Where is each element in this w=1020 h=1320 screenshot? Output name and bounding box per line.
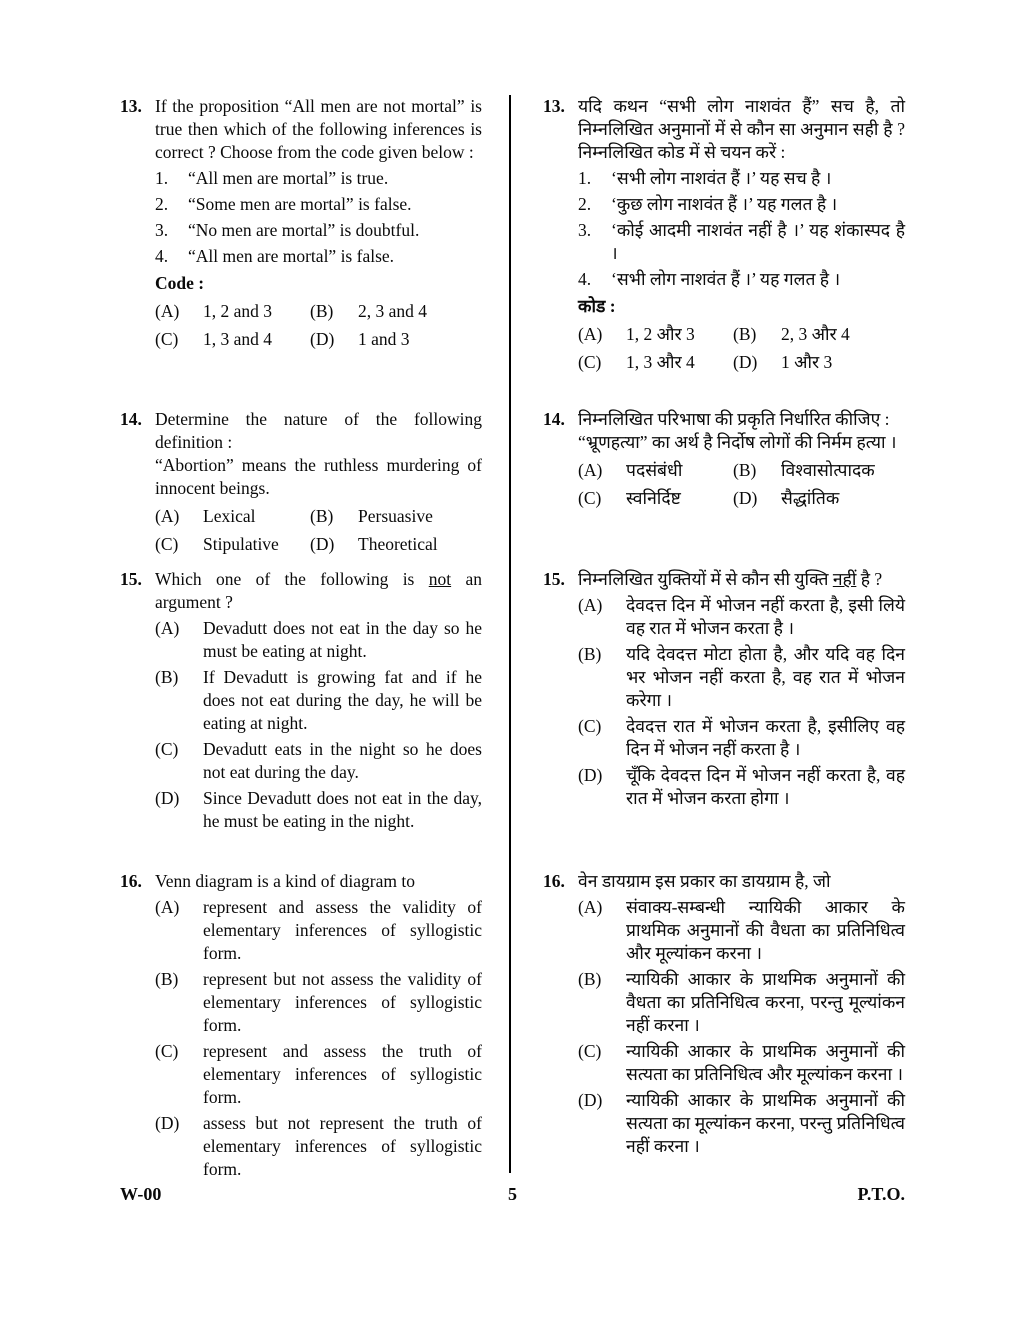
option-text: 1, 2 और 3	[626, 324, 695, 344]
statement-number: 1.	[578, 168, 592, 188]
question-number: 14.	[120, 409, 142, 429]
option-label: (A)	[578, 897, 603, 917]
option-text: चूँकि देवदत्त दिन में भोजन नहीं करता है, वह रात में भोजन करता होगा ।	[626, 765, 905, 808]
statement-number: 4.	[578, 269, 592, 289]
statement-text: “Some men are mortal” is false.	[188, 194, 412, 214]
option-label: (D)	[310, 329, 335, 349]
statement-item	[578, 193, 905, 216]
question-text-pre: निम्नलिखित युक्तियों में से कौन सी युक्ति	[578, 569, 833, 589]
option-label: (D)	[733, 352, 758, 372]
option-item	[155, 896, 482, 965]
statement-number: 2.	[578, 194, 592, 214]
option-label: (C)	[578, 1041, 602, 1061]
question-number: 16.	[120, 871, 142, 891]
paper-code: W-00	[120, 1184, 162, 1204]
statement-item	[155, 245, 482, 268]
option-text: 2, 3 and 4	[358, 301, 428, 321]
options-row	[578, 351, 905, 374]
option-text: represent and assess the truth of elementary inferences of syllogistic form.	[203, 1041, 482, 1107]
option-text: If Devadutt is growing fat and if he does not eat during the day, he will be eating at night.	[203, 667, 482, 733]
option-label: (C)	[578, 716, 602, 736]
option-item	[155, 666, 482, 735]
statement-item	[155, 219, 482, 242]
question-text: निम्नलिखित परिभाषा की प्रकृति निर्धारित कीजिए :	[578, 409, 890, 429]
option-text: यदि देवदत्त मोटा होता है, और यदि वह दिन भर भोजन नहीं करता है, वह रात में भोजन करेगा ।	[626, 644, 905, 710]
question-text: Determine the nature of the following definition :	[155, 409, 482, 452]
question-body	[155, 408, 482, 556]
question-number: 16.	[543, 871, 565, 891]
options-row	[155, 300, 482, 323]
statement-text: ‘कुछ लोग नाशवंत हैं ।’ यह गलत है ।	[611, 194, 838, 214]
option-item	[578, 643, 905, 712]
question-text: यदि कथन “सभी लोग नाशवंत हैं” सच है, तो निम्नलिखित अनुमानों में से कौन सा अनुमान सही है ? निम्नलिखित कोड में से चयन करें :	[578, 96, 905, 162]
option-label: (A)	[578, 324, 603, 344]
option-item	[155, 617, 482, 663]
question-text-pre: Which one of the following is	[155, 569, 429, 589]
option-label: (C)	[155, 329, 179, 349]
question-text-underlined: not	[428, 569, 452, 589]
option-item	[155, 1112, 482, 1181]
option-item	[155, 787, 482, 833]
option-item	[578, 896, 905, 965]
statement-item	[578, 219, 905, 265]
option-text: संवाक्य-सम्बन्धी न्यायिकी आकार के प्राथमिक अनुमानों की वैधता का प्रतिनिधित्व और मूल्यांकन करना ।	[626, 897, 905, 963]
option-text: Stipulative	[203, 534, 279, 554]
question-text: Venn diagram is a kind of diagram to	[155, 871, 416, 891]
question-15-hi	[543, 568, 905, 870]
option-text: न्यायिकी आकार के प्राथमिक अनुमानों की सत्यता का मूल्यांकन करना, परन्तु प्रतिनिधित्व नहीं करना ।	[626, 1090, 905, 1156]
option-text: 1, 3 और 4	[626, 352, 695, 372]
option-text: 1, 2 and 3	[203, 301, 273, 321]
question-text-post: an argument ?	[155, 569, 482, 612]
question-body	[578, 870, 905, 1158]
statement-text: ‘सभी लोग नाशवंत हैं ।’ यह सच है ।	[611, 168, 832, 188]
option-text: स्वनिर्दिष्ट	[626, 488, 681, 508]
option-text: 1 and 3	[358, 329, 410, 349]
question-number: 13.	[120, 96, 142, 116]
options-row	[578, 323, 905, 346]
question-body	[155, 870, 482, 1181]
statement-text: “No men are mortal” is doubtful.	[188, 220, 420, 240]
question-text	[578, 568, 905, 591]
question-number: 14.	[543, 409, 565, 429]
option-label: (A)	[155, 301, 180, 321]
option-label: (B)	[155, 667, 179, 687]
statement-text: “All men are mortal” is true.	[188, 168, 389, 188]
question-body	[578, 95, 905, 374]
statement-number: 2.	[155, 194, 169, 214]
option-item	[578, 764, 905, 810]
option-text: Since Devadutt does not eat in the day, he must be eating in the night.	[203, 788, 482, 831]
option-item	[155, 968, 482, 1037]
option-item	[578, 594, 905, 640]
question-columns	[120, 95, 905, 1181]
page-number: 5	[508, 1184, 517, 1204]
statement-item	[155, 167, 482, 190]
option-label: (C)	[155, 1041, 179, 1061]
option-label: (B)	[578, 644, 602, 664]
question-text-underlined: नहीं	[832, 569, 857, 589]
statement-text: ‘कोई आदमी नाशवंत नहीं है ।’ यह शंकास्पद है ।	[611, 220, 905, 263]
statement-number: 3.	[155, 220, 169, 240]
option-item	[578, 715, 905, 761]
option-text: Lexical	[203, 506, 256, 526]
option-label: (B)	[578, 969, 602, 989]
statement-item	[155, 193, 482, 216]
option-text: Persuasive	[358, 506, 433, 526]
definition-text: “Abortion” means the ruthless murdering of innocent beings.	[155, 455, 482, 498]
option-text: देवदत्त दिन में भोजन नहीं करता है, इसी लिये वह रात में भोजन करता है ।	[626, 595, 905, 638]
options-row	[155, 505, 482, 528]
question-body	[578, 568, 905, 810]
option-label: (C)	[155, 534, 179, 554]
option-label: (A)	[578, 595, 603, 615]
options-row	[155, 533, 482, 556]
option-label: (B)	[310, 301, 334, 321]
question-body	[155, 568, 482, 833]
option-text: विश्वासोत्पादक	[781, 460, 875, 480]
option-text: represent but not assess the validity of elementary inferences of syllogistic form.	[203, 969, 482, 1035]
option-text: पदसंबंधी	[626, 460, 683, 480]
option-label: (B)	[733, 460, 757, 480]
option-text: Devadutt eats in the night so he does not eat during the day.	[203, 739, 482, 782]
option-text: Devadutt does not eat in the day so he must be eating at night.	[203, 618, 482, 661]
option-label: (B)	[155, 969, 179, 989]
statement-number: 4.	[155, 246, 169, 266]
question-number: 13.	[543, 96, 565, 116]
option-label: (C)	[155, 739, 179, 759]
question-text: वेन डायग्राम इस प्रकार का डायग्राम है, जो	[578, 871, 831, 891]
definition-text: “भ्रूणहत्या” का अर्थ है निर्दोष लोगों की निर्मम हत्या ।	[578, 432, 897, 452]
option-text: देवदत्त रात में भोजन करता है, इसीलिए वह दिन में भोजन नहीं करता है ।	[626, 716, 905, 759]
option-text: Theoretical	[358, 534, 438, 554]
options-row	[578, 459, 905, 482]
option-text: assess but not represent the truth of elementary inferences of syllogistic form.	[203, 1113, 482, 1179]
pto-label: P.T.O.	[857, 1184, 905, 1204]
option-label: (D)	[733, 488, 758, 508]
question-body	[578, 408, 905, 510]
option-text: न्यायिकी आकार के प्राथमिक अनुमानों की सत्यता का प्रतिनिधित्व और मूल्यांकन करना ।	[626, 1041, 905, 1084]
option-label: (A)	[578, 460, 603, 480]
option-label: (D)	[155, 788, 180, 808]
statement-text: ‘सभी लोग नाशवंत हैं ।’ यह गलत है ।	[611, 269, 841, 289]
option-text: 1 और 3	[781, 352, 833, 372]
question-text: If the proposition “All men are not mortal” is true then which of the following inferences is correct ? Choose from the code given below :	[155, 96, 482, 162]
statement-item	[578, 167, 905, 190]
option-item	[155, 738, 482, 784]
question-13-hi	[543, 95, 905, 408]
question-15-en	[120, 568, 482, 870]
option-label: (A)	[155, 618, 180, 638]
question-text	[155, 568, 482, 614]
question-13-en	[120, 95, 482, 408]
code-label: कोड :	[578, 296, 616, 316]
option-item	[155, 1040, 482, 1109]
option-text: सैद्धांतिक	[781, 488, 840, 508]
option-text: 2, 3 और 4	[781, 324, 850, 344]
option-label: (D)	[310, 534, 335, 554]
statement-number: 3.	[578, 220, 592, 240]
question-16-en	[120, 870, 482, 1181]
option-item	[578, 1040, 905, 1086]
statement-text: “All men are mortal” is false.	[188, 246, 395, 266]
option-label: (A)	[155, 506, 180, 526]
question-14-en	[120, 408, 482, 568]
statement-item	[578, 268, 905, 291]
statement-number: 1.	[155, 168, 169, 188]
option-text: 1, 3 and 4	[203, 329, 273, 349]
options-row	[155, 328, 482, 351]
question-body	[155, 95, 482, 351]
option-text: represent and assess the validity of elementary inferences of syllogistic form.	[203, 897, 482, 963]
option-label: (B)	[310, 506, 334, 526]
code-label: Code :	[155, 273, 205, 293]
option-label: (B)	[733, 324, 757, 344]
option-label: (C)	[578, 488, 602, 508]
option-item	[578, 968, 905, 1037]
option-label: (D)	[578, 765, 603, 785]
option-text: न्यायिकी आकार के प्राथमिक अनुमानों की वैधता का प्रतिनिधित्व करना, परन्तु मूल्यांकन नहीं करना ।	[626, 969, 905, 1035]
question-16-hi	[543, 870, 905, 1181]
option-label: (D)	[155, 1113, 180, 1133]
question-text-post: है ?	[856, 569, 883, 589]
question-number: 15.	[120, 569, 142, 589]
option-label: (D)	[578, 1090, 603, 1110]
option-label: (C)	[578, 352, 602, 372]
question-14-hi	[543, 408, 905, 568]
question-number: 15.	[543, 569, 565, 589]
options-row	[578, 487, 905, 510]
option-label: (A)	[155, 897, 180, 917]
option-item	[578, 1089, 905, 1158]
